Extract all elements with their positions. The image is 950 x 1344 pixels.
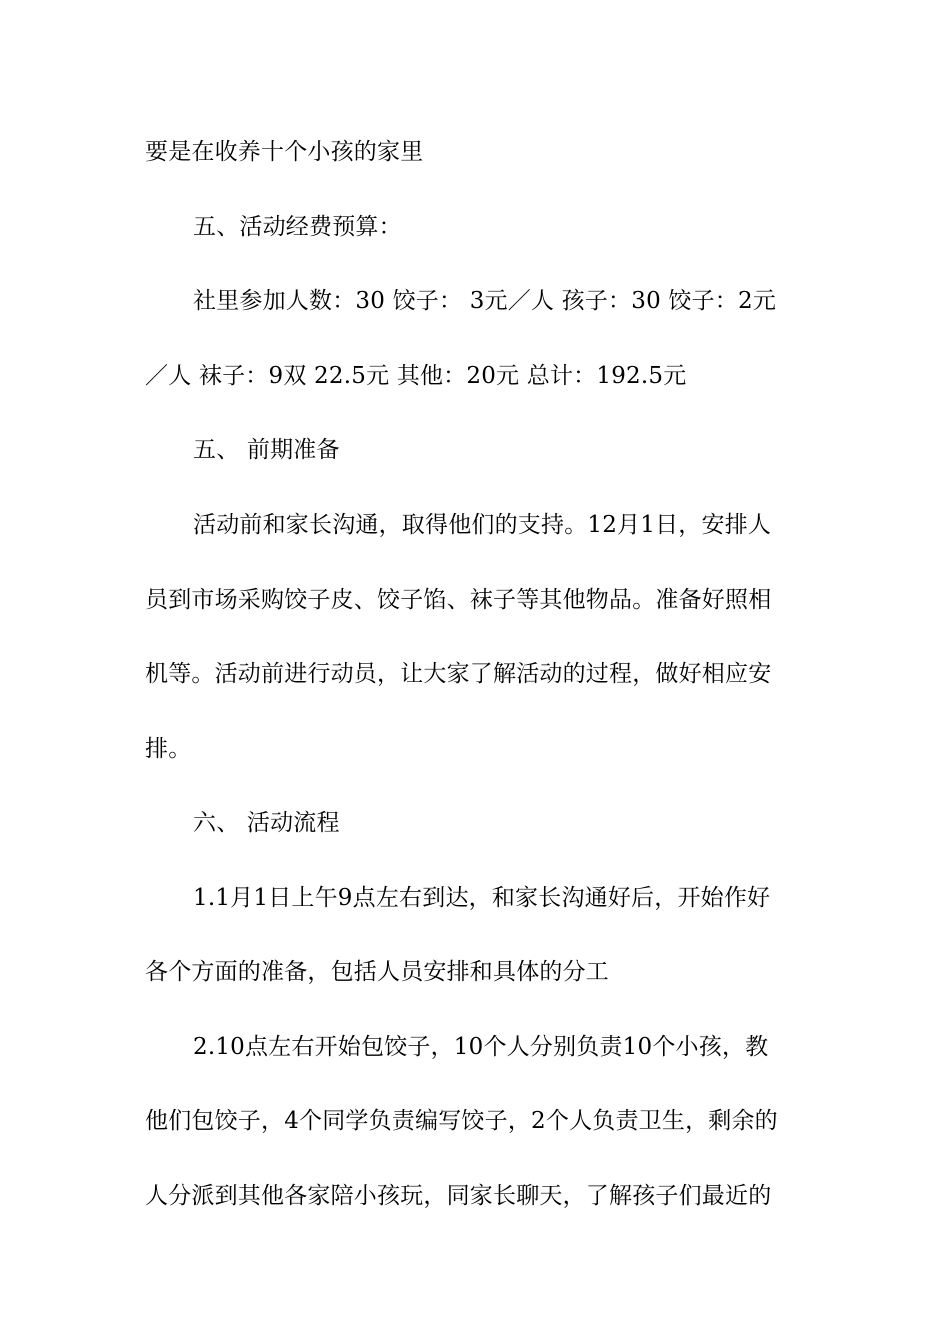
- section-heading-process: 六、 活动流程: [193, 810, 340, 836]
- text-line: 社里参加人数：30 饺子： 3元／人 孩子：30 饺子：2元: [193, 288, 777, 314]
- section-heading-preparation: 五、 前期准备: [193, 437, 340, 463]
- text-line: 2.10点左右开始包饺子，10个人分别负责10个小孩，教: [193, 1034, 769, 1060]
- section-heading-budget: 五、活动经费预算：: [193, 214, 402, 240]
- text-line: 他们包饺子，4个同学负责编写饺子，2个人负责卫生，剩余的: [145, 1108, 778, 1134]
- text-line: ／人 袜子：9双 22.5元 其他：20元 总计：192.5元: [145, 363, 687, 389]
- text-line: 机等。活动前进行动员，让大家了解活动的过程，做好相应安: [145, 661, 772, 687]
- text-line: 各个方面的准备，包括人员安排和具体的分工: [145, 959, 609, 985]
- text-line: 1.1月1日上午9点左右到达，和家长沟通好后，开始作好: [193, 885, 771, 911]
- text-line: 活动前和家长沟通，取得他们的支持。12月1日，安排人: [193, 512, 772, 538]
- text-line: 人分派到其他各家陪小孩玩，同家长聊天，了解孩子们最近的: [145, 1183, 772, 1209]
- text-line: 要是在收养十个小孩的家里: [145, 139, 424, 165]
- text-line: 员到市场采购饺子皮、饺子馅、袜子等其他物品。准备好照相: [145, 587, 772, 613]
- text-line: 排。: [145, 736, 192, 762]
